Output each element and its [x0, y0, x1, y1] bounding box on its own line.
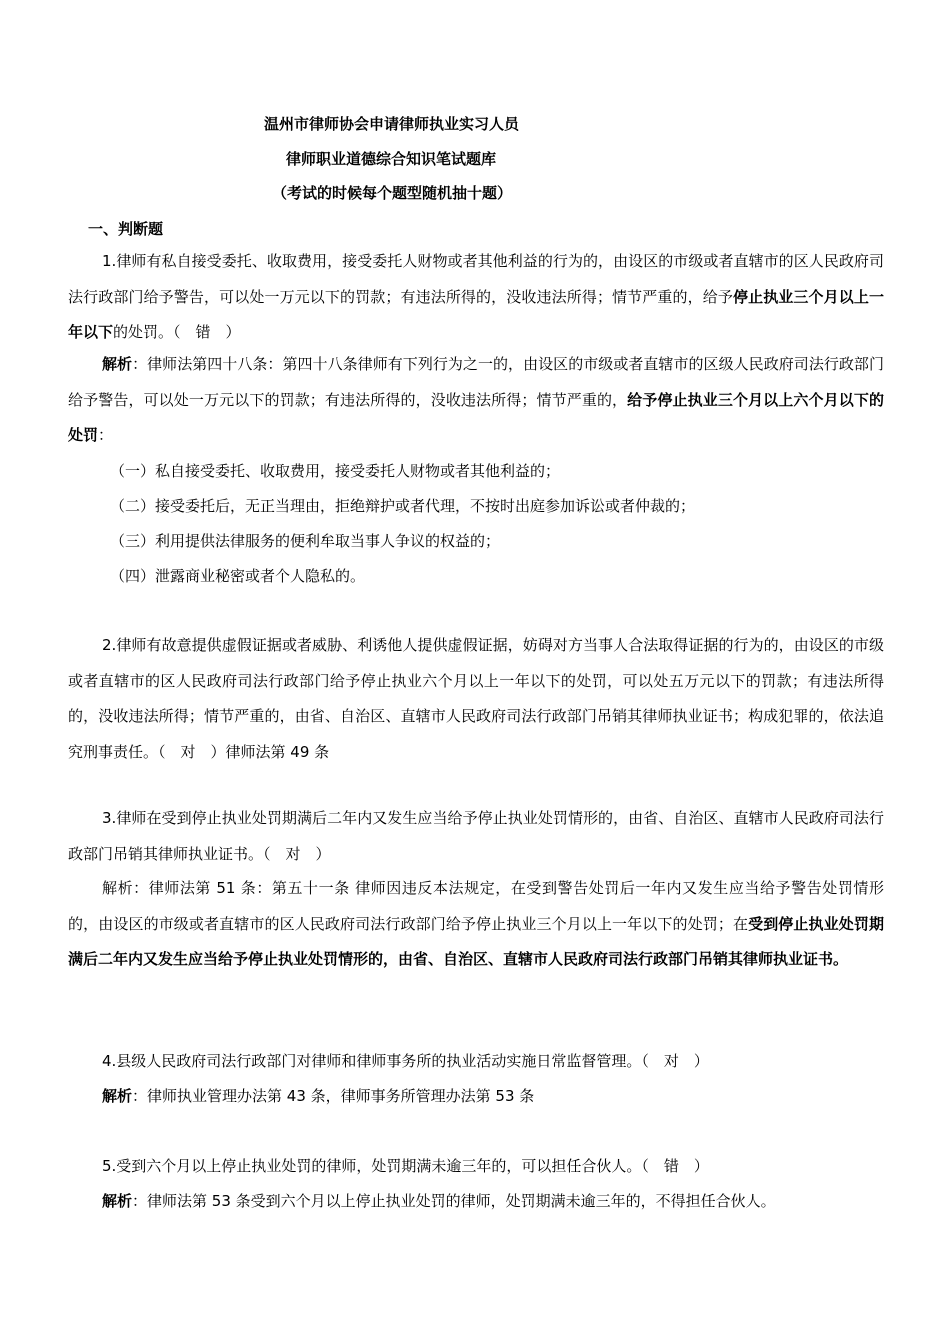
question-3-analysis: [68, 871, 884, 978]
question-1-analysis-text: ：律师法第四十八条：第四十八条律师有下列行为之一的，由设区的市级或者直辖市的区级人民政府司法行政部门给予警告，可以处一万元以下的罚款；有违法所得的，没收违法所得；情节严重的，: [68, 355, 884, 409]
question-2-text: 2.律师有故意提供虚假证据或者威胁、利诱他人提供虚假证据，妨碍对方当事人合法取得证据的行为的，由设区的市级或者直辖市的区人民政府司法行政部门给予停止执业六个月以上一年以下的处罚，可以处五万元以下的罚款；有违法所得的，没收违法所得；情节严重的，由省、自治区、直辖市人民政府司法行政部门吊销其律师执业证书；构成犯罪的，依法追究刑事责任。（ 对 ）律师法第 49 条: [68, 636, 884, 761]
doc-title-line2: 律师职业道德综合知识笔试题库: [286, 150, 497, 168]
section-heading: 一、判断题: [88, 220, 164, 238]
question-5-text: 5.受到六个月以上停止执业处罚的律师，处罚期满未逾三年的，可以担任合伙人。（ 错 ）: [102, 1157, 709, 1175]
question-1-analysis-bold: 给予停止执业三个月以上六个月以下的处罚: [68, 390, 884, 444]
list-item: （一）私自接受委托、收取费用，接受委托人财物或者其他利益的；: [110, 462, 561, 480]
question-5-analysis: [102, 1190, 776, 1211]
list-item: （二）接受委托后，无正当理由，拒绝辩护或者代理，不按时出庭参加诉讼或者仲裁的；: [110, 497, 696, 515]
analysis-label: 解析: [102, 1087, 133, 1105]
question-1-text: 1.律师有私自接受委托、收取费用，接受委托人财物或者其他利益的行为的，由设区的市级或者直辖市的区人民政府司法行政部门给予警告，可以处一万元以下的罚款；有违法所得的，没收违法所得；情节严重的，给予: [68, 252, 884, 306]
question-5-analysis-text: ：律师法第 53 条受到六个月以上停止执业处罚的律师，处罚期满未逾三年的，不得担任合伙人。: [132, 1192, 776, 1210]
question-3: [68, 801, 884, 872]
doc-title-line1: 温州市律师协会申请律师执业实习人员: [264, 115, 520, 133]
question-2: [68, 628, 884, 770]
list-item: （三）利用提供法律服务的便利牟取当事人争议的权益的；: [110, 532, 501, 550]
question-3-text: 3.律师在受到停止执业处罚期满后二年内又发生应当给予停止执业处罚情形的，由省、自治区、直辖市人民政府司法行政部门吊销其律师执业证书。（ 对 ）: [68, 809, 884, 863]
question-1-analysis-tail: ：: [98, 426, 114, 444]
analysis-label: 解析: [102, 355, 133, 373]
question-1-tail: 的处罚。（ 错 ）: [113, 323, 241, 341]
doc-title-line3: （考试的时候每个题型随机抽十题）: [272, 184, 513, 202]
question-4-analysis-text: ：律师执业管理办法第 43 条，律师事务所管理办法第 53 条: [132, 1087, 535, 1105]
question-3-analysis-bold: 受到停止执业处罚期满后二年内又发生应当给予停止执业处罚情形的，由省、自治区、直辖市人民政府司法行政部门吊销其律师执业证书。: [68, 914, 884, 968]
question-4-text: 4.县级人民政府司法行政部门对律师和律师事务所的执业活动实施日常监督管理。（ 对 ）: [102, 1052, 709, 1070]
list-item: （四）泄露商业秘密或者个人隐私的。: [110, 567, 366, 585]
question-1-bold: 停止执业三个月以上一年以下: [68, 287, 884, 341]
analysis-label: 解析: [102, 1192, 133, 1210]
question-1-analysis: [68, 347, 884, 454]
question-5: [102, 1155, 709, 1176]
question-4-analysis: [102, 1085, 534, 1106]
question-1: [68, 244, 884, 351]
question-4: [102, 1050, 709, 1071]
question-3-analysis-text: 解析：律师法第 51 条：第五十一条 律师因违反本法规定，在受到警告处罚后一年内又发生应当给予警告处罚情形的，由设区的市级或者直辖市的区人民政府司法行政部门给予停止执业三个月以上一年以下的处罚；在: [68, 879, 884, 933]
